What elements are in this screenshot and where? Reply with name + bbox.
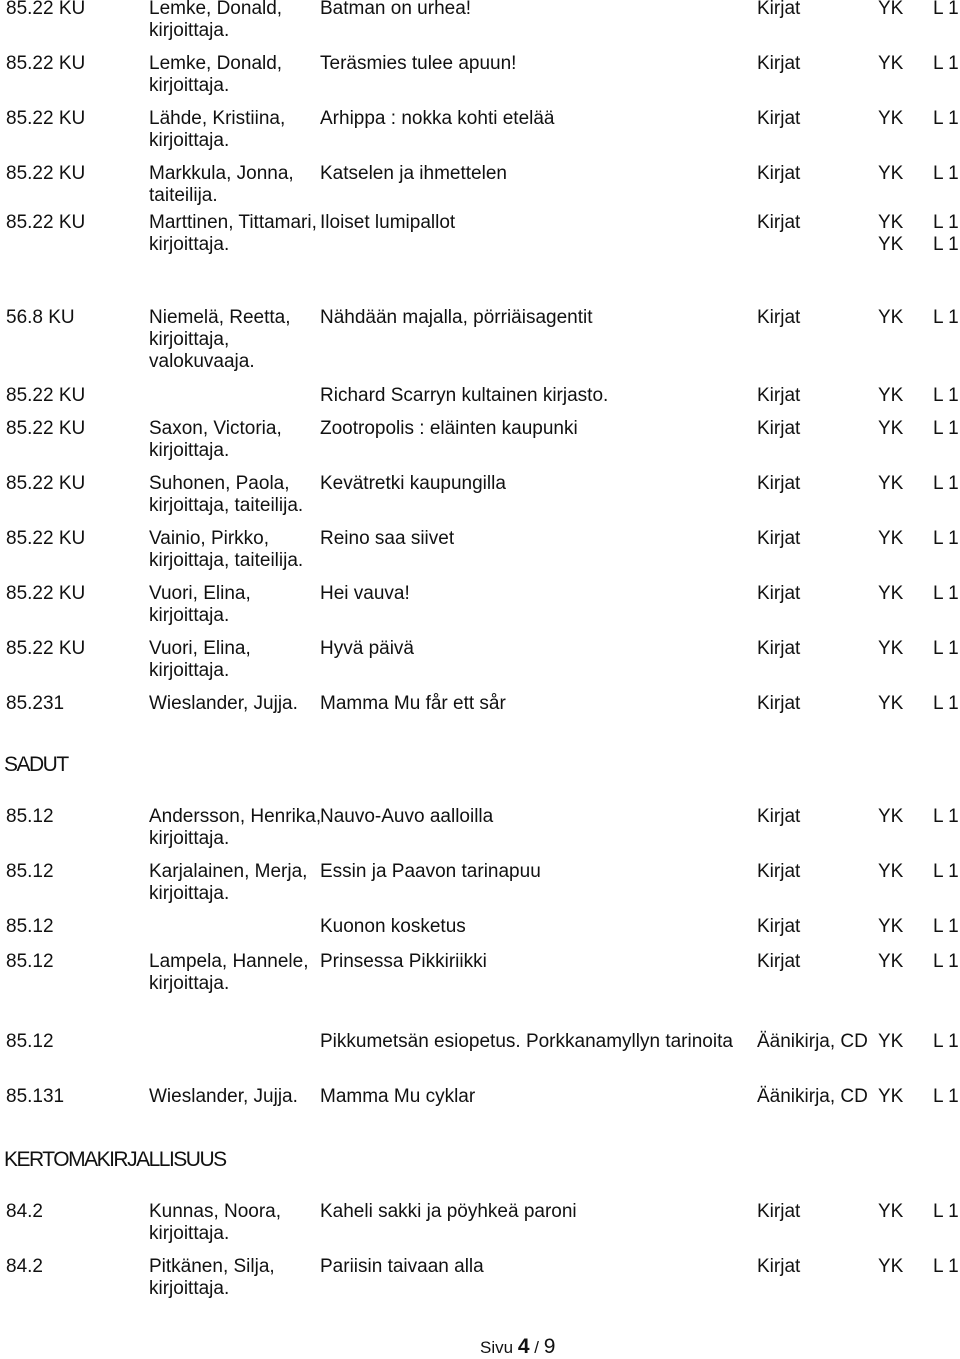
class-code: 85.22 KU bbox=[6, 108, 86, 129]
location: L 1 bbox=[933, 1256, 959, 1277]
material-type: Kirjat bbox=[757, 212, 801, 233]
material-type: Kirjat bbox=[757, 528, 801, 549]
author: Kunnas, Noora, kirjoittaja. bbox=[149, 1201, 282, 1244]
material-type: Kirjat bbox=[757, 1256, 801, 1277]
material-type: Kirjat bbox=[757, 418, 801, 439]
level: YK bbox=[878, 163, 904, 184]
class-code: 85.231 bbox=[6, 693, 65, 714]
class-code: 84.2 bbox=[6, 1256, 43, 1277]
class-code: 85.131 bbox=[6, 1086, 65, 1107]
class-code: 85.12 bbox=[6, 806, 54, 827]
section-heading: KERTOMAKIRJALLISUUS bbox=[4, 1148, 226, 1171]
material-type: Äänikirja, CD bbox=[757, 1086, 868, 1107]
author: Suhonen, Paola, kirjoittaja, taiteilija. bbox=[149, 473, 304, 516]
author: Marttinen, Tittamari, kirjoittaja. bbox=[149, 212, 317, 255]
level: YK bbox=[878, 53, 904, 74]
class-code: 85.22 KU bbox=[6, 53, 86, 74]
author: Lemke, Donald, kirjoittaja. bbox=[149, 53, 283, 96]
author: Markkula, Jonna, taiteilija. bbox=[149, 163, 294, 206]
location: L 1 bbox=[933, 307, 959, 328]
level: YK bbox=[878, 916, 904, 937]
author: Vuori, Elina, kirjoittaja. bbox=[149, 638, 251, 681]
location: L 1 bbox=[933, 473, 959, 494]
location: L 1 bbox=[933, 693, 959, 714]
title: Richard Scarryn kultainen kirjasto. bbox=[320, 385, 609, 406]
location: L 1 bbox=[933, 108, 959, 129]
author: Lähde, Kristiina, kirjoittaja. bbox=[149, 108, 286, 151]
author: Wieslander, Jujja. bbox=[149, 693, 298, 714]
material-type: Kirjat bbox=[757, 307, 801, 328]
location: L 1 bbox=[933, 806, 959, 827]
location: L 1 bbox=[933, 212, 959, 233]
location: L 1 bbox=[933, 163, 959, 184]
author: Niemelä, Reetta, kirjoittaja, valokuvaaja. bbox=[149, 307, 291, 372]
title: Mamma Mu får ett sår bbox=[320, 693, 506, 714]
title: Reino saa siivet bbox=[320, 528, 455, 549]
class-code: 85.22 KU bbox=[6, 418, 86, 439]
material-type: Kirjat bbox=[757, 951, 801, 972]
author: Wieslander, Jujja. bbox=[149, 1086, 298, 1107]
class-code: 85.12 bbox=[6, 861, 54, 882]
location: L 1 bbox=[933, 1086, 959, 1107]
level: YK bbox=[878, 528, 904, 549]
material-type: Kirjat bbox=[757, 1201, 801, 1222]
material-type: Kirjat bbox=[757, 638, 801, 659]
level: YK bbox=[878, 1201, 904, 1222]
level: YK bbox=[878, 951, 904, 972]
section-heading: SADUT bbox=[4, 753, 68, 776]
class-code: 85.12 bbox=[6, 916, 54, 937]
title: Batman on urhea! bbox=[320, 0, 472, 19]
title: Mamma Mu cyklar bbox=[320, 1086, 476, 1107]
footer-label: Sivu bbox=[480, 1338, 514, 1357]
location: L 1 bbox=[933, 385, 959, 406]
level: YK bbox=[878, 418, 904, 439]
title: Teräsmies tulee apuun! bbox=[320, 53, 517, 74]
material-type: Kirjat bbox=[757, 0, 801, 19]
level: YK bbox=[878, 385, 904, 406]
author: Saxon, Victoria, kirjoittaja. bbox=[149, 418, 282, 461]
material-type: Kirjat bbox=[757, 693, 801, 714]
level: YK bbox=[878, 212, 904, 233]
level: YK bbox=[878, 861, 904, 882]
level: YK bbox=[878, 583, 904, 604]
location: L 1 bbox=[933, 951, 959, 972]
title: Hyvä päivä bbox=[320, 638, 414, 659]
class-code: 85.22 KU bbox=[6, 163, 86, 184]
author: Vainio, Pirkko, kirjoittaja, taiteilija. bbox=[149, 528, 304, 571]
title: Hei vauva! bbox=[320, 583, 410, 604]
class-code: 85.22 KU bbox=[6, 0, 86, 19]
title: Kaheli sakki ja pöyhkeä paroni bbox=[320, 1201, 577, 1222]
author: Andersson, Henrika, kirjoittaja. bbox=[149, 806, 322, 849]
material-type: Kirjat bbox=[757, 108, 801, 129]
class-code: 85.22 KU bbox=[6, 212, 86, 233]
location: L 1 bbox=[933, 418, 959, 439]
title: Pikkumetsän esiopetus. Porkkanamyllyn tarinoita bbox=[320, 1031, 733, 1052]
class-code: 85.12 bbox=[6, 951, 54, 972]
location: L 1 bbox=[933, 583, 959, 604]
title: Iloiset lumipallot bbox=[320, 212, 456, 233]
level: YK bbox=[878, 234, 904, 255]
class-code: 85.12 bbox=[6, 1031, 54, 1052]
level: YK bbox=[878, 473, 904, 494]
location: L 1 bbox=[933, 861, 959, 882]
location: L 1 bbox=[933, 53, 959, 74]
level: YK bbox=[878, 1031, 904, 1052]
location: L 1 bbox=[933, 638, 959, 659]
material-type: Kirjat bbox=[757, 861, 801, 882]
location: L 1 bbox=[933, 0, 959, 19]
level: YK bbox=[878, 693, 904, 714]
level: YK bbox=[878, 1256, 904, 1277]
location: L 1 bbox=[933, 234, 959, 255]
level: YK bbox=[878, 1086, 904, 1107]
class-code: 85.22 KU bbox=[6, 638, 86, 659]
level: YK bbox=[878, 806, 904, 827]
class-code: 85.22 KU bbox=[6, 583, 86, 604]
material-type: Kirjat bbox=[757, 473, 801, 494]
title: Nähdään majalla, pörriäisagentit bbox=[320, 307, 593, 328]
title: Prinsessa Pikkiriikki bbox=[320, 951, 487, 972]
title: Zootropolis : eläinten kaupunki bbox=[320, 418, 578, 439]
location: L 1 bbox=[933, 528, 959, 549]
material-type: Kirjat bbox=[757, 806, 801, 827]
level: YK bbox=[878, 638, 904, 659]
author: Karjalainen, Merja, kirjoittaja. bbox=[149, 861, 308, 904]
page-number: 4 bbox=[517, 1335, 530, 1358]
page-total: 9 bbox=[543, 1335, 556, 1358]
material-type: Kirjat bbox=[757, 53, 801, 74]
level: YK bbox=[878, 108, 904, 129]
class-code: 85.22 KU bbox=[6, 528, 86, 549]
location: L 1 bbox=[933, 1201, 959, 1222]
author: Vuori, Elina, kirjoittaja. bbox=[149, 583, 251, 626]
title: Nauvo-Auvo aalloilla bbox=[320, 806, 494, 827]
author: Lemke, Donald, kirjoittaja. bbox=[149, 0, 283, 41]
title: Katselen ja ihmettelen bbox=[320, 163, 507, 184]
class-code: 84.2 bbox=[6, 1201, 43, 1222]
level: YK bbox=[878, 307, 904, 328]
page-footer bbox=[480, 1336, 555, 1359]
title: Essin ja Paavon tarinapuu bbox=[320, 861, 541, 882]
material-type: Kirjat bbox=[757, 385, 801, 406]
author: Lampela, Hannele, kirjoittaja. bbox=[149, 951, 309, 994]
title: Kuonon kosketus bbox=[320, 916, 466, 937]
title: Kevätretki kaupungilla bbox=[320, 473, 506, 494]
class-code: 56.8 KU bbox=[6, 307, 75, 328]
title: Pariisin taivaan alla bbox=[320, 1256, 484, 1277]
class-code: 85.22 KU bbox=[6, 385, 86, 406]
title: Arhippa : nokka kohti etelää bbox=[320, 108, 555, 129]
class-code: 85.22 KU bbox=[6, 473, 86, 494]
material-type: Kirjat bbox=[757, 163, 801, 184]
location: L 1 bbox=[933, 1031, 959, 1052]
material-type: Kirjat bbox=[757, 916, 801, 937]
material-type: Kirjat bbox=[757, 583, 801, 604]
level: YK bbox=[878, 0, 904, 19]
location: L 1 bbox=[933, 916, 959, 937]
author: Pitkänen, Silja, kirjoittaja. bbox=[149, 1256, 275, 1299]
page-separator: / bbox=[534, 1338, 539, 1357]
material-type: Äänikirja, CD bbox=[757, 1031, 868, 1052]
